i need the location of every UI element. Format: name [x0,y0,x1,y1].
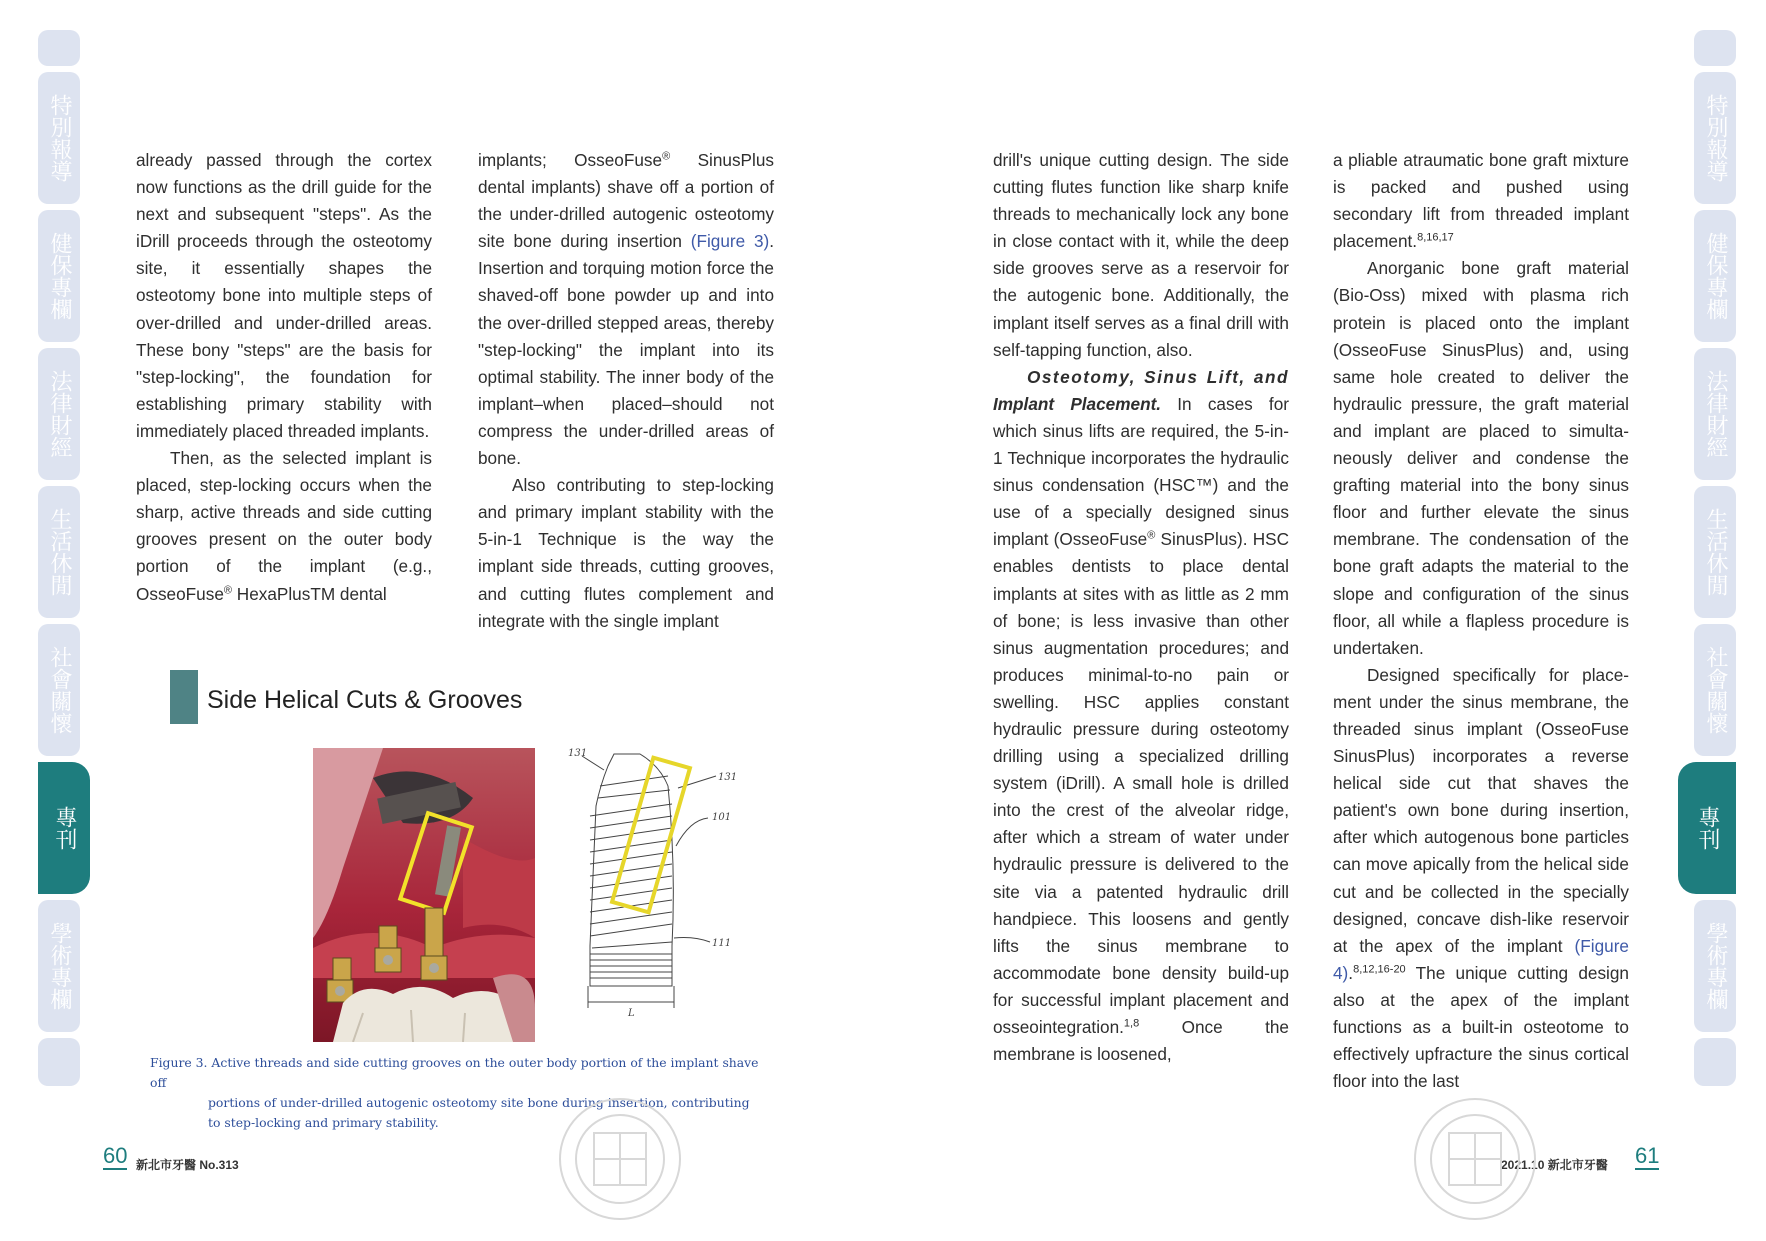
section-lead: Osteotomy, Sinus Lift, and [1027,366,1289,387]
library-seal [556,1095,684,1223]
paragraph-text: drill's unique cutting design. The side cutting flutes function like sharp knife threads to mechanically lock any bone in close contact with it, while the deep side grooves serve as a reservoir for the autogenic bone. Additionally, the implant itself serves as a final drill with self-tapping function, also. [993,150,1289,360]
article-column-1 [136,147,432,608]
tab-law-finance[interactable] [1694,348,1736,480]
paragraph-text: . [1348,962,1354,983]
paragraph [1333,147,1629,255]
registered-mark: ® [662,150,671,163]
paragraph-text: HexaPlusTM dental [232,583,387,604]
library-seal [1411,1095,1539,1223]
paragraph-text: Designed specifically for place-ment under the sinus membrane, the threaded sinus implant (OsseoFuse SinusPlus) incorporates a reverse helical side cut that shaves the patient's own bone during insertion, after which autogenous bone particles can move apically from the helical side cut and be collected in the specially designed, concave dish-like reservoir at the apex of the implant [1333,664,1629,956]
caption-text: Figure 3. Active threads and side cutting grooves on the outer body portion of the implant shave off [150,1055,759,1090]
page-number: 61 [1635,1143,1660,1168]
citation: 1,8 [1123,1017,1140,1030]
page-number: 60 [103,1143,128,1168]
tab-label: 學術專欄 [47,922,72,1010]
paragraph-text: Anorganic bone graft material (Bio-Oss) mixed with plasma rich protein is placed onto the implant (OsseoFuse SinusPlus) and, using same hole created to deliver the hydraulic pressure, the graft material and implant are placed to simulta-neously deliver and condense the grafting material into the bony sinus floor and further elevate the sinus membrane. The condensation of the bone graft adapts the material to the slope and configuration of the sinus floor, all while a flapless procedure is undertaken. [1333,258,1629,658]
paragraph [1333,255,1629,661]
tab-label: 法律財經 [47,370,72,458]
article-column-3 [993,147,1289,1068]
paragraph-text: . Insertion and torquing motion force the shaved-off bone powder up and into the over-drilled stepped areas, thereby "step-locking" the implant into its optimal stability. The inner body of the implant–when placed–should not compress the under-drilled areas of bone. [478,231,775,469]
tab-academic[interactable] [1694,900,1736,1032]
paragraph-text: In cases for which sinus lifts are required, the 5-in-1 Technique incorporates the hydraulic sinus condensation (HSC™) and the use of a specially designed sinus implant (OsseoFuse [993,393,1289,550]
paragraph-text: implants; OsseoFuse [478,150,663,170]
registered-mark: ® [223,583,232,596]
tab-label: 特別報導 [1703,94,1728,182]
paragraph [136,445,432,608]
paragraph-text: The unique cutting design also at the apex of the implant functions as a built-in osteotome to effectively upfracture the sinus cortical floor into the last [1333,962,1629,1092]
right-page [883,0,1766,1241]
figure-3-link[interactable]: (Figure 3) [690,231,770,252]
tab-social-care[interactable] [38,624,80,756]
paragraph-text: already passed through the cortex now functions as the drill guide for the next and subsequent "steps". As the iDrill proceeds through the osteotomy site, it essentially shapes the osteotomy bone into multiple steps of over-drilled and under-drilled areas. These bony "steps" are the basis for "step-locking", the foundation for establishing primary stability with immediately placed threaded implants. [136,150,432,441]
diagram-label: 111 [712,938,732,949]
diagram-label: 101 [712,812,732,823]
tab-health-insurance[interactable] [38,210,80,342]
paragraph-text: SinusPlus). HSC enables dentists to place dental implants at sites with as little as 2 mm of bone; is less invasive than other sinus augmentation procedures; and produces minimal-to-no pain or swelling. HSC applies constant hydraulic pressure during osteotomy drilling using a specialized drilling system (iDrill). A small hole is drilled into the crest of the alveolar ridge, after which a stream of water under hydraulic pressure is delivered to the site via a patented hydraulic drill handpiece. This loosens and gently lifts the sinus membrane to accommodate bone density build-up for successful implant placement and osseointegration. [993,529,1289,1037]
tab-label: 社會關懷 [47,646,72,734]
tab-label: 法律財經 [1703,370,1728,458]
caption-text: portions of under-drilled autogenic osteotomy site bone during insertion, contributing to step-locking and primary stability. [208,1095,750,1130]
tab-blank-bottom [1694,1038,1736,1086]
tab-label: 社會關懷 [1703,646,1728,734]
tab-special-issue[interactable] [38,762,90,894]
paragraph-text: Once the membrane is loosened, [993,1017,1289,1065]
tab-academic[interactable] [38,900,80,1032]
tab-leisure[interactable] [38,486,80,618]
tab-label: 特別報導 [47,94,72,182]
paragraph [478,147,774,472]
paragraph [993,364,1289,1068]
tab-law-finance[interactable] [38,348,80,480]
article-column-2 [478,147,774,635]
diagram-label: L [628,1008,635,1019]
tab-blank-bottom [38,1038,80,1086]
paragraph [478,472,774,635]
paragraph-text: SinusPlus dental implants) shave off a portion of the under-drilled autogenic osteotomy site bone during insertion [478,150,774,252]
tab-health-insurance[interactable] [1694,210,1736,342]
section-title-bar [170,670,198,724]
paragraph-text: Then, as the selected implant is placed, step-locking occurs when the sharp, active threads and side cutting grooves present on the outer body portion of the implant (e.g., OsseoFuse [136,448,432,604]
tab-label: 健保專欄 [47,232,72,320]
figure-4-link[interactable]: (Figure 4) [1333,935,1629,983]
section-lead: Implant Placement. [993,393,1162,414]
tab-social-care[interactable] [1694,624,1736,756]
paragraph [993,147,1289,364]
tab-special-report[interactable] [1694,72,1736,204]
tab-label: 健保專欄 [1703,232,1728,320]
tab-label: 學術專欄 [1703,922,1728,1010]
paragraph-text: a pliable atraumatic bone graft mixture is packed and pushed using secondary lift from threaded implant placement. [1333,150,1629,252]
section-title: Side Helical Cuts & Grooves [207,686,523,714]
citation: 8,16,17 [1417,231,1454,244]
paragraph [136,147,432,445]
tab-label: 生活休閒 [47,508,72,596]
tab-blank-top [1694,30,1736,66]
tab-label: 生活休閒 [1703,508,1728,596]
tab-special-issue[interactable] [1678,762,1736,894]
tab-label: 專刊 [1695,806,1720,850]
diagram-label: 131 [718,772,738,783]
registered-mark: ® [1147,529,1156,542]
citation: 8,12,16-20 [1353,963,1406,976]
tab-special-report[interactable] [38,72,80,204]
journal-issue: 新北市牙醫 No.313 [136,1158,239,1172]
tab-label: 專刊 [52,806,77,850]
tab-leisure[interactable] [1694,486,1736,618]
clinical-photo [313,748,535,1042]
paragraph [1333,662,1629,1096]
paragraph-text: Also contributing to step-locking and primary implant stability with the 5-in-1 Technique is the way the implant side threads, cutting grooves, and cutting flutes complement and integrate with the single implant [478,475,774,631]
journal-issue: 2021.10 新北市牙醫 [1501,1158,1608,1172]
implant-diagram [560,746,750,1046]
tab-blank-top [38,30,80,66]
diagram-label: 131 [568,748,588,759]
article-column-4 [1333,147,1629,1095]
